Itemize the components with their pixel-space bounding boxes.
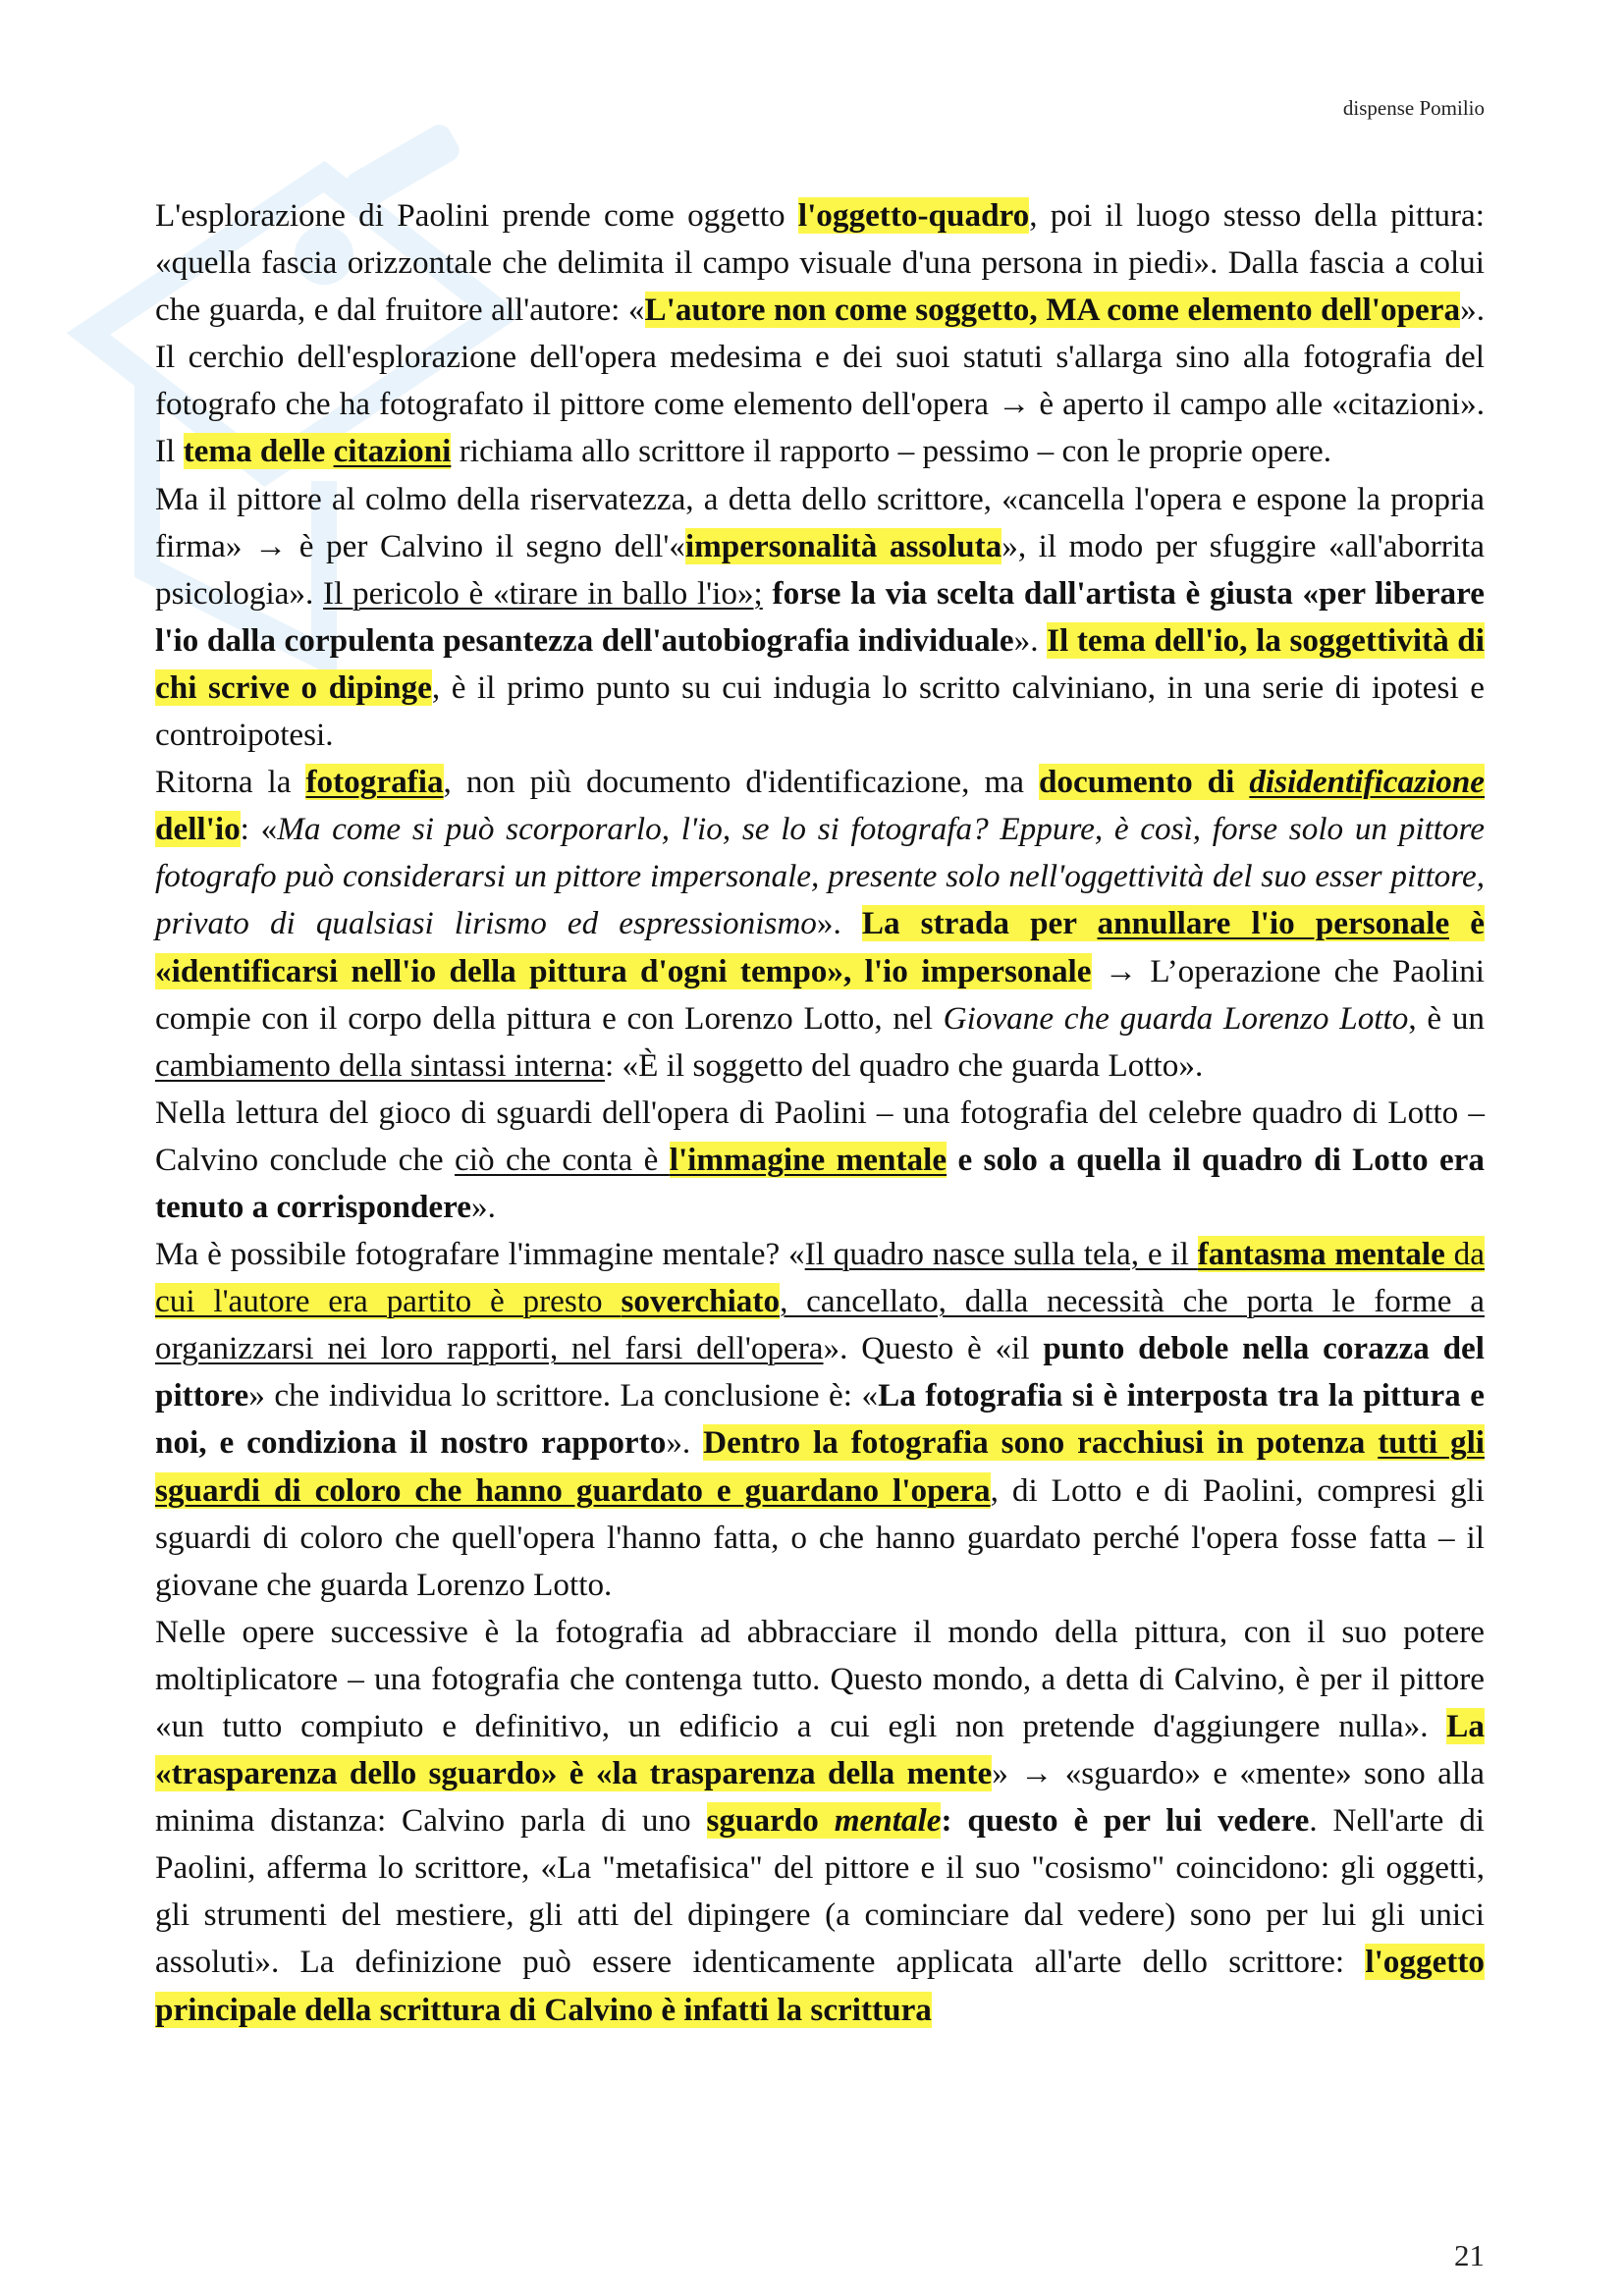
text-run: disidentificazione [1249, 764, 1486, 801]
text-run: soverchiato [621, 1283, 781, 1320]
text-run: » che individua lo scrittore. La conclusione è: « [248, 1377, 879, 1415]
text-run: L'esplorazione di Paolini prende come oggetto [155, 197, 798, 234]
text-run: Ritorna la [155, 764, 306, 801]
text-run: cambiamento della sintassi interna [155, 1046, 606, 1084]
text-run: La «trasparenza dello sguardo» è «la trasparenza della mente [155, 1708, 1485, 1792]
text-run: : «È il soggetto del quadro che guarda Lotto». [605, 1046, 1204, 1084]
text-run: : « [240, 811, 278, 848]
text-run: ». [471, 1188, 496, 1225]
text-run: citazioni [333, 433, 452, 470]
text-run: richiama allo scrittore il rapporto – pessimo – con le proprie opere. [451, 433, 1332, 470]
text-run: dell'io [155, 811, 241, 848]
text-run: fotografia [305, 764, 444, 801]
text-run: e solo a quella il quadro di Lotto era tenuto a corrispondere [155, 1141, 1486, 1225]
text-run: ». Questo è «il [823, 1330, 1044, 1367]
page-number: 21 [1454, 2238, 1485, 2272]
paragraph [155, 759, 1485, 1090]
text-run: fantasma mentale [1197, 1236, 1445, 1273]
text-run: sguardo [706, 1802, 835, 1840]
text-run: », il modo per sfuggire «all'aborrita psicologia». [155, 527, 1485, 612]
text-run: La fotografia si è interposta tra la pittura e noi, e condiziona il nostro rapporto [155, 1377, 1485, 1462]
text-run: è «identificarsi nell'io della pittura d'ogni tempo», l'io impersonale [155, 905, 1486, 989]
paragraph [155, 476, 1485, 760]
text-run: l'immagine mentale [669, 1141, 947, 1178]
text-run: ciò che conta è [455, 1141, 670, 1178]
page-header: dispense Pomilio [1342, 96, 1485, 120]
text-run: Il pericolo è «tirare in ballo l'io»; [323, 574, 763, 612]
text-run: ». [816, 905, 862, 942]
text-run: ». [666, 1424, 704, 1462]
text-run: l'oggetto-quadro [797, 197, 1030, 234]
text-run [763, 575, 773, 612]
text-run: L'autore non come soggetto, MA come elemento dell'opera [644, 292, 1461, 329]
text-run: Nella lettura del gioco di sguardi dell'opera di Paolini – una fotografia del celebre quadro di Lotto – Calvino conclude che [155, 1094, 1485, 1178]
paragraph [155, 1609, 1485, 2034]
text-run: , è un [1408, 999, 1486, 1037]
text-run: punto debole nella corazza del pittore [155, 1330, 1485, 1415]
text-run: da cui l'autore era partito è presto [155, 1236, 1485, 1320]
text-run: Dentro la fotografia sono racchiusi in potenza [703, 1424, 1379, 1462]
paragraph [155, 192, 1485, 476]
text-run: , è il primo punto su cui indugia lo scritto calviniano, in una serie di ipotesi e controipotesi. [155, 668, 1485, 754]
text-run: , non più documento d'identificazione, ma [443, 764, 1039, 801]
text-run: , cancellato, dalla necessità che porta le forme a organizzarsi nei loro rapporti, nel farsi dell'opera [155, 1283, 1485, 1367]
text-run: ». Il cerchio dell'esplorazione dell'opera medesima e dei suoi statuti s'allarga sino alla fotografia del fotografo che ha fotografato il pittore come elemento dell'opera → è aperto il campo alle «citazioni». Il [155, 292, 1485, 470]
text-run: mentale [834, 1802, 942, 1840]
text-run: , di Lotto e di Paolini, compresi gli sguardi di coloro che quell'opera l'hanno fatta, o che hanno guardato perché l'opera fosse fatta – il giovane che guarda Lorenzo Lotto. [155, 1471, 1486, 1603]
text-run: , poi il luogo stesso della pittura: «quella fascia orizzontale che delimita il campo visuale d'una persona in piedi». Dalla fascia a colui che guarda, e dal fruitore all'autore: « [155, 197, 1485, 329]
text-run: ». [1013, 621, 1048, 659]
text-run: tutti gli sguardi di coloro che hanno guardato e guardano l'opera [155, 1424, 1486, 1509]
paragraph [155, 1090, 1485, 1231]
text-run: Giovane che guarda Lorenzo Lotto [943, 999, 1409, 1037]
text-run: Ma il pittore al colmo della riservatezza, a detta dello scrittore, «cancella l'opera e espone la propria firma» → è per Calvino il segno dell'« [155, 480, 1485, 564]
text-run: l'oggetto principale della scrittura di Calvino è infatti la scrittura [155, 1944, 1485, 2028]
text-run: Ma è possibile fotografare l'immagine mentale? « [155, 1236, 805, 1273]
text-run: forse la via scelta dall'artista è giusta «per liberare l'io dalla corpulenta pesantezza dell'autobiografia individuale [155, 574, 1486, 659]
text-run: annullare l'io personale [1097, 905, 1450, 942]
text-run: Nelle opere successive è la fotografia ad abbracciare il mondo della pittura, con il suo potere moltiplicatore – una fotografia che contenga tutto. Questo mondo, a detta di Calvino, è per il pittore «un tutto compiuto e definitivo, un edificio a cui egli non pretende d'aggiungere nulla». [155, 1613, 1485, 1744]
text-run: tema delle [183, 433, 334, 470]
text-run: impersonalità assoluta [684, 527, 1002, 564]
paragraph [155, 1231, 1485, 1609]
text-run: : questo è per lui vedere [941, 1802, 1310, 1840]
text-run: Ma come si può scorporarlo, l'io, se lo si fotografa? Eppure, è così, forse solo un pittore fotografo può considerarsi un pittore impersonale, presente solo nell'oggettività del suo esser pittore, privato di qualsiasi lirismo ed espressionismo [155, 811, 1485, 942]
text-run: documento di [1038, 764, 1250, 801]
text-run: Il tema dell'io, la soggettività di chi scrive o dipinge [155, 621, 1485, 706]
text-run: Il quadro nasce sulla tela, e il [804, 1236, 1198, 1273]
text-run: . Nell'arte di Paolini, afferma lo scrittore, «La "metafisica" del pittore e il suo "cosismo" coincidono: gli oggetti, gli strumenti del mestiere, gli atti del dipingere (a cominciare dal vedere) sono per lui gli unici assoluti». La definizione può essere identicamente applicata all'arte dello scrittore: [155, 1802, 1486, 1981]
text-run: La strada per [861, 905, 1098, 942]
text-run: » → «sguardo» e «mente» sono alla minima distanza: Calvino parla di uno [155, 1755, 1485, 1840]
text-run: → L’operazione che Paolini compie con il corpo della pittura e con Lorenzo Lotto, nel [155, 952, 1486, 1037]
document-body [155, 192, 1485, 2034]
